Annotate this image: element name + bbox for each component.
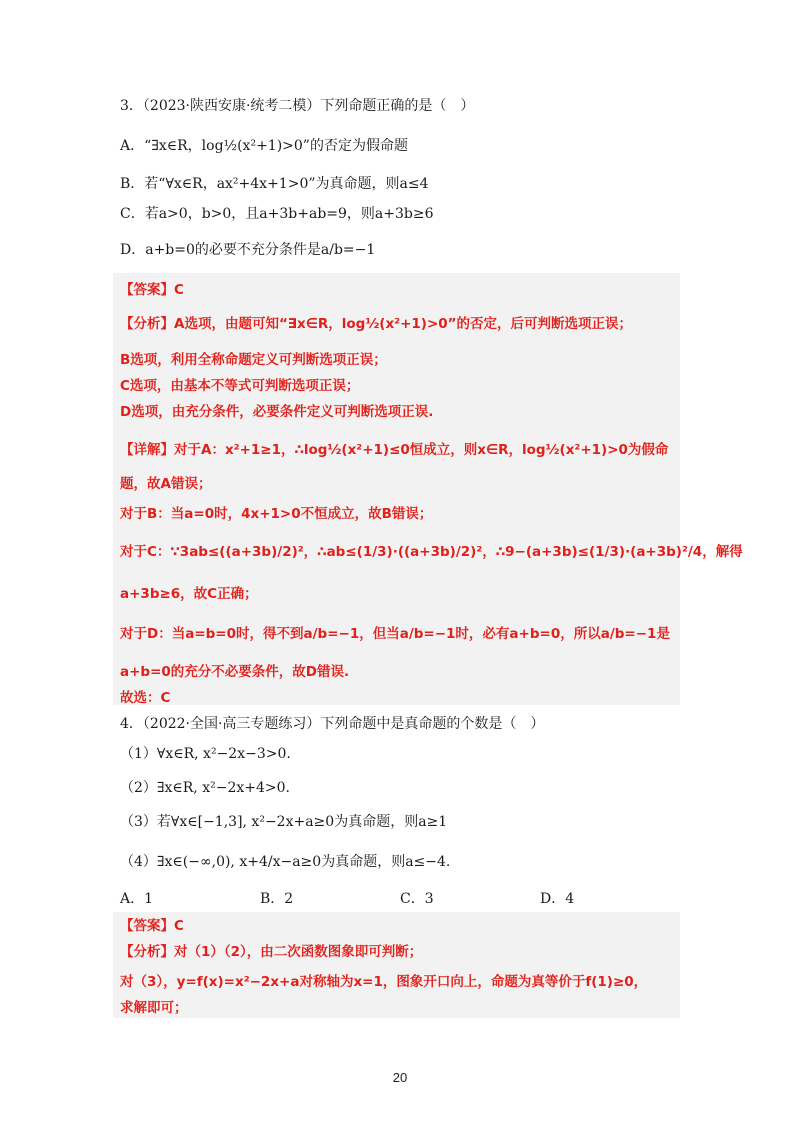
q4-option-c: C．3 xyxy=(400,891,434,907)
q3-detail-line: 对于D：当a=b=0时，得不到a/b=−1，但当a/b=−1时，必有a+b=0，所以a/b=−1是 xyxy=(120,626,670,642)
q3-option-d: D．a+b=0的必要不充分条件是a/b=−1 xyxy=(120,242,376,258)
q4-answer: 【答案】C xyxy=(120,918,184,934)
q3-option-c: C．若a>0，b>0，且a+3b+ab=9，则a+3b≥6 xyxy=(120,206,434,222)
q4-item: （4）∃x∈(−∞,0), x+4/x−a≥0为真命题，则a≤−4. xyxy=(120,854,451,870)
q3-detail-line: a+b=0的充分不必要条件，故D错误. xyxy=(120,664,350,680)
q4-item: （1）∀x∈R, x²−2x−3>0. xyxy=(120,746,291,762)
q4-item: （2）∃x∈R, x²−2x+4>0. xyxy=(120,780,290,796)
q4-analysis-line: 求解即可； xyxy=(120,1000,188,1016)
q3-answer: 【答案】C xyxy=(120,282,184,298)
q4-title: 4．（2022·全国·高三专题练习）下列命题中是真命题的个数是（ ） xyxy=(120,716,545,732)
q3-detail-line: 题，故A错误； xyxy=(120,476,212,492)
q3-analysis-line: 【分析】A选项，由题可知“∃x∈R，log½(x²+1)>0”的否定，后可判断选项正误； xyxy=(120,316,633,332)
page-number: 20 xyxy=(392,1070,408,1085)
q4-item: （3）若∀x∈[−1,3], x²−2x+a≥0为真命题，则a≥1 xyxy=(120,814,448,830)
q4-answer-box xyxy=(113,912,680,1018)
q4-option-d: D．4 xyxy=(540,891,575,907)
q3-analysis-line: B选项，利用全称命题定义可判断选项正误； xyxy=(120,352,387,368)
q3-analysis-line: C选项，由基本不等式可判断选项正误； xyxy=(120,378,360,394)
q3-option-a: A．“∃x∈R，log½(x²+1)>0”的否定为假命题 xyxy=(120,138,408,154)
q3-final-choice: 故选：C xyxy=(120,690,171,706)
q4-option-a: A．1 xyxy=(120,891,154,907)
q4-option-b: B．2 xyxy=(260,891,294,907)
q3-option-b: B．若“∀x∈R，ax²+4x+1>0”为真命题，则a≤4 xyxy=(120,176,429,192)
q3-title: 3．（2023·陕西安康·统考二模）下列命题正确的是（ ） xyxy=(120,98,475,114)
q3-detail-line: a+3b≥6，故C正确； xyxy=(120,586,258,602)
q3-detail-line: 对于B：当a=0时，4x+1>0不恒成立，故B错误； xyxy=(120,506,433,522)
q4-analysis-line: 【分析】对（1）（2），由二次函数图象即可判断； xyxy=(120,944,423,960)
q4-analysis-line: 对（3），y=f(x)=x²−2x+a对称轴为x=1，图象开口向上，命题为真等价于f(1)≥0， xyxy=(120,974,648,990)
q3-analysis-line: D选项，由充分条件，必要条件定义可判断选项正误. xyxy=(120,404,434,420)
q3-detail-line: 对于C：∵3ab≤((a+3b)/2)²，∴ab≤(1/3)·((a+3b)/2)²，∴9−(a+3b)≤(1/3)·(a+3b)²/4，解得 xyxy=(120,544,743,560)
q3-detail-line: 【详解】对于A：x²+1≥1，∴log½(x²+1)≤0恒成立，则x∈R，log½(x²+1)>0为假命 xyxy=(120,442,669,458)
